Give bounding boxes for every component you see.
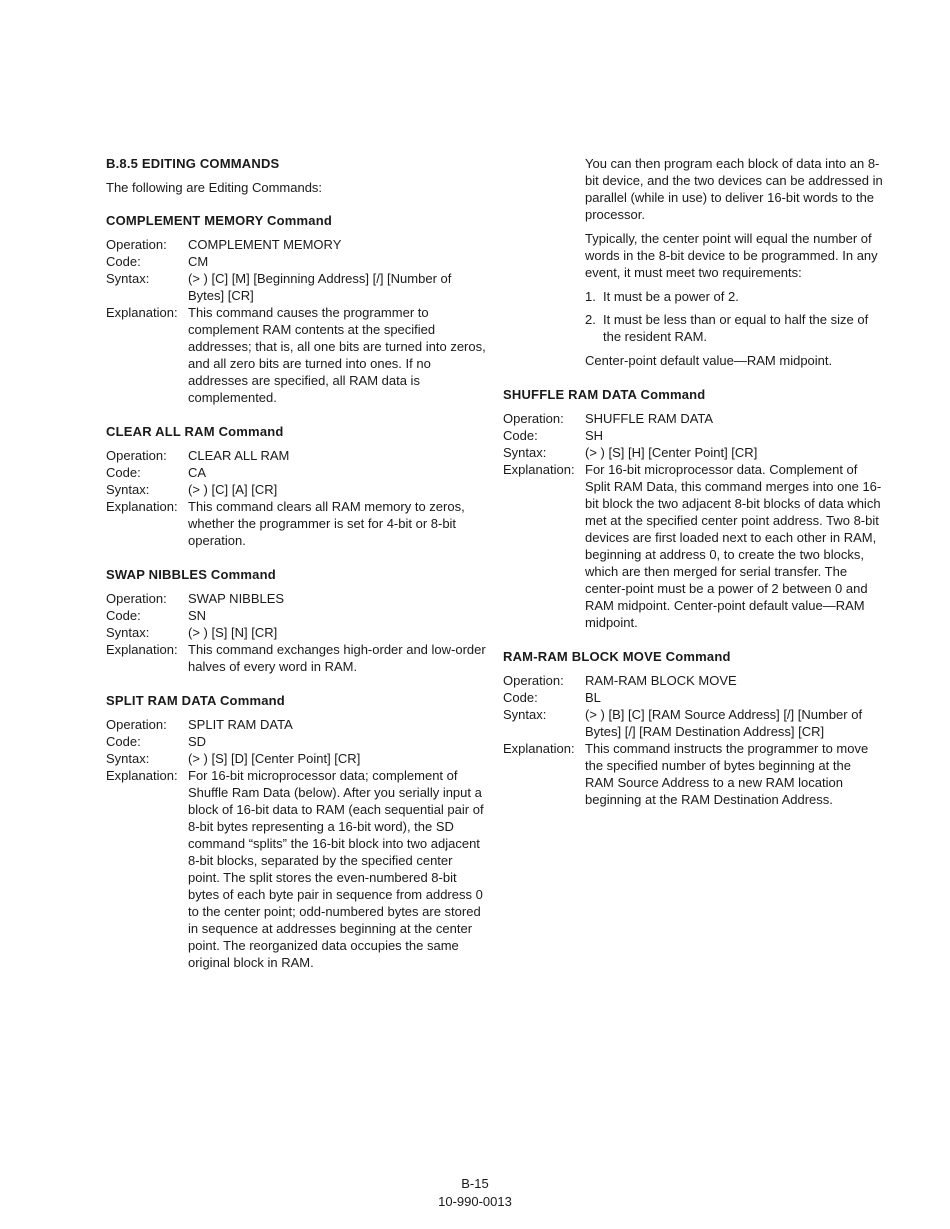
explanation-label: Explanation: <box>106 305 178 320</box>
code-label: Code: <box>106 734 141 749</box>
explanation-value: For 16-bit microprocessor data; complement of Shuffle Ram Data (below). After you serially input a block of 16-bit data to RAM (each sequential pair of 8-bit bytes representing a 16-bit word), the SD command “splits” the 16-bit block into two adjacent 8-bit blocks, separated by the specified center point. The split stores the even-numbered 8-bit bytes of each byte pair in sequence from address 0 to the center point; odd-numbered bytes are stored in sequence at addresses beginning at the center point. The reorganized data occupies the same original block in RAM. <box>188 768 484 970</box>
command-section <box>106 692 486 971</box>
explanation-value: For 16-bit microprocessor data. Complement of Split RAM Data, this command merges into one 16-bit block the two adjacent 8-bit blocks of data which met at the specified center point address. Two 8-bit devices are first loaded next to each other in RAM, beginning at address 0, to create the two blocks, which are then merged for serial transfer. The center-point must be a power of 2 between 0 and RAM midpoint. Center-point default value—RAM midpoint. <box>585 462 882 630</box>
operation-row <box>503 410 883 427</box>
explanation-label: Explanation: <box>106 768 178 783</box>
command-title: SPLIT RAM DATA Command <box>106 693 285 708</box>
code-value: SN <box>188 608 207 623</box>
left-command-list <box>106 212 486 971</box>
syntax-label: Syntax: <box>106 625 150 640</box>
code-label: Code: <box>503 690 538 705</box>
operation-value: COMPLEMENT MEMORY <box>188 237 342 252</box>
section-title: B.8.5 EDITING COMMANDS <box>106 156 280 171</box>
list-item-text: It must be a power of 2. <box>603 289 739 304</box>
code-value: SD <box>188 734 207 749</box>
explanation-row <box>106 767 486 971</box>
continuation-paragraph-3: Center-point default value—RAM midpoint. <box>585 353 833 368</box>
syntax-value: (> ) [S] [H] [Center Point] [CR] <box>585 445 758 460</box>
list-item-number: 1. <box>585 289 596 304</box>
operation-row <box>106 236 486 253</box>
code-row <box>106 607 486 624</box>
syntax-row <box>503 444 883 461</box>
syntax-label: Syntax: <box>503 707 547 722</box>
explanation-label: Explanation: <box>503 741 575 756</box>
code-row <box>106 733 486 750</box>
syntax-value: (> ) [B] [C] [RAM Source Address] [/] [Number of Bytes] [/] [RAM Destination Address] [CR] <box>585 707 863 739</box>
operation-value: CLEAR ALL RAM <box>188 448 290 463</box>
operation-row <box>106 590 486 607</box>
syntax-value: (> ) [S] [N] [CR] <box>188 625 278 640</box>
operation-row <box>106 716 486 733</box>
explanation-label: Explanation: <box>106 499 178 514</box>
right-command-list <box>503 386 883 808</box>
explanation-value: This command clears all RAM memory to zeros, whether the programmer is set for 4-bit or 8-bit operation. <box>188 499 465 548</box>
explanation-value: This command exchanges high-order and low-order halves of every word in RAM. <box>188 642 486 674</box>
code-value: CA <box>188 465 207 480</box>
syntax-row <box>106 750 486 767</box>
explanation-row <box>106 641 486 675</box>
code-row <box>503 427 883 444</box>
page-number: B-15 <box>461 1176 489 1191</box>
list-item-number: 2. <box>585 312 596 327</box>
requirements-list <box>585 288 883 345</box>
command-section <box>106 423 486 549</box>
explanation-value: This command causes the programmer to complement RAM contents at the specified addresses; that is, all one bits are turned into zeros, and all zero bits are turned into ones. If no addresses are specified, all RAM data is complemented. <box>188 305 486 405</box>
document-number: 10-990-0013 <box>438 1194 512 1209</box>
operation-label: Operation: <box>106 237 167 252</box>
list-item <box>585 288 883 305</box>
operation-value: SHUFFLE RAM DATA <box>585 411 714 426</box>
syntax-label: Syntax: <box>106 482 150 497</box>
explanation-label: Explanation: <box>503 462 575 477</box>
code-value: CM <box>188 254 209 269</box>
operation-label: Operation: <box>503 411 564 426</box>
syntax-row <box>106 624 486 641</box>
operation-label: Operation: <box>106 717 167 732</box>
syntax-value: (> ) [C] [M] [Beginning Address] [/] [Number of Bytes] [CR] <box>188 271 452 303</box>
command-title: SHUFFLE RAM DATA Command <box>503 387 706 402</box>
syntax-row <box>106 270 486 304</box>
continuation-paragraph-1: You can then program each block of data into an 8-bit device, and the two devices can be addressed in parallel (while in use) to deliver 16-bit words to the processor. <box>585 156 883 222</box>
command-title: COMPLEMENT MEMORY Command <box>106 213 333 228</box>
left-column <box>106 155 486 988</box>
operation-label: Operation: <box>503 673 564 688</box>
command-section <box>503 648 883 808</box>
explanation-row <box>106 304 486 406</box>
operation-label: Operation: <box>106 591 167 606</box>
list-item <box>585 311 883 345</box>
syntax-row <box>503 706 883 740</box>
explanation-row <box>503 461 883 631</box>
continuation-paragraph-2: Typically, the center point will equal the number of words in the 8-bit device to be programmed. In any event, it must meet two requirements: <box>585 231 878 280</box>
command-title: SWAP NIBBLES Command <box>106 567 276 582</box>
command-section <box>106 566 486 675</box>
operation-value: SWAP NIBBLES <box>188 591 285 606</box>
code-value: BL <box>585 690 601 705</box>
code-label: Code: <box>106 608 141 623</box>
operation-label: Operation: <box>106 448 167 463</box>
syntax-label: Syntax: <box>503 445 547 460</box>
explanation-row <box>106 498 486 549</box>
command-section <box>503 386 883 631</box>
command-title: RAM-RAM BLOCK MOVE Command <box>503 649 731 664</box>
command-title: CLEAR ALL RAM Command <box>106 424 284 439</box>
syntax-row <box>106 481 486 498</box>
code-label: Code: <box>503 428 538 443</box>
operation-row <box>503 672 883 689</box>
code-value: SH <box>585 428 604 443</box>
syntax-value: (> ) [C] [A] [CR] <box>188 482 278 497</box>
intro-text: The following are Editing Commands: <box>106 180 323 195</box>
syntax-label: Syntax: <box>106 271 150 286</box>
right-column <box>503 155 883 825</box>
command-section <box>106 212 486 406</box>
code-label: Code: <box>106 254 141 269</box>
code-row <box>503 689 883 706</box>
list-item-text: It must be less than or equal to half the size of the resident RAM. <box>603 312 869 344</box>
explanation-row <box>503 740 883 808</box>
operation-row <box>106 447 486 464</box>
operation-value: RAM-RAM BLOCK MOVE <box>585 673 737 688</box>
code-row <box>106 253 486 270</box>
code-label: Code: <box>106 465 141 480</box>
explanation-value: This command instructs the programmer to move the specified number of bytes beginning at the RAM Source Address to a new RAM location beginning at the RAM Destination Address. <box>585 741 869 807</box>
syntax-label: Syntax: <box>106 751 150 766</box>
operation-value: SPLIT RAM DATA <box>188 717 293 732</box>
syntax-value: (> ) [S] [D] [Center Point] [CR] <box>188 751 361 766</box>
code-row <box>106 464 486 481</box>
explanation-label: Explanation: <box>106 642 178 657</box>
